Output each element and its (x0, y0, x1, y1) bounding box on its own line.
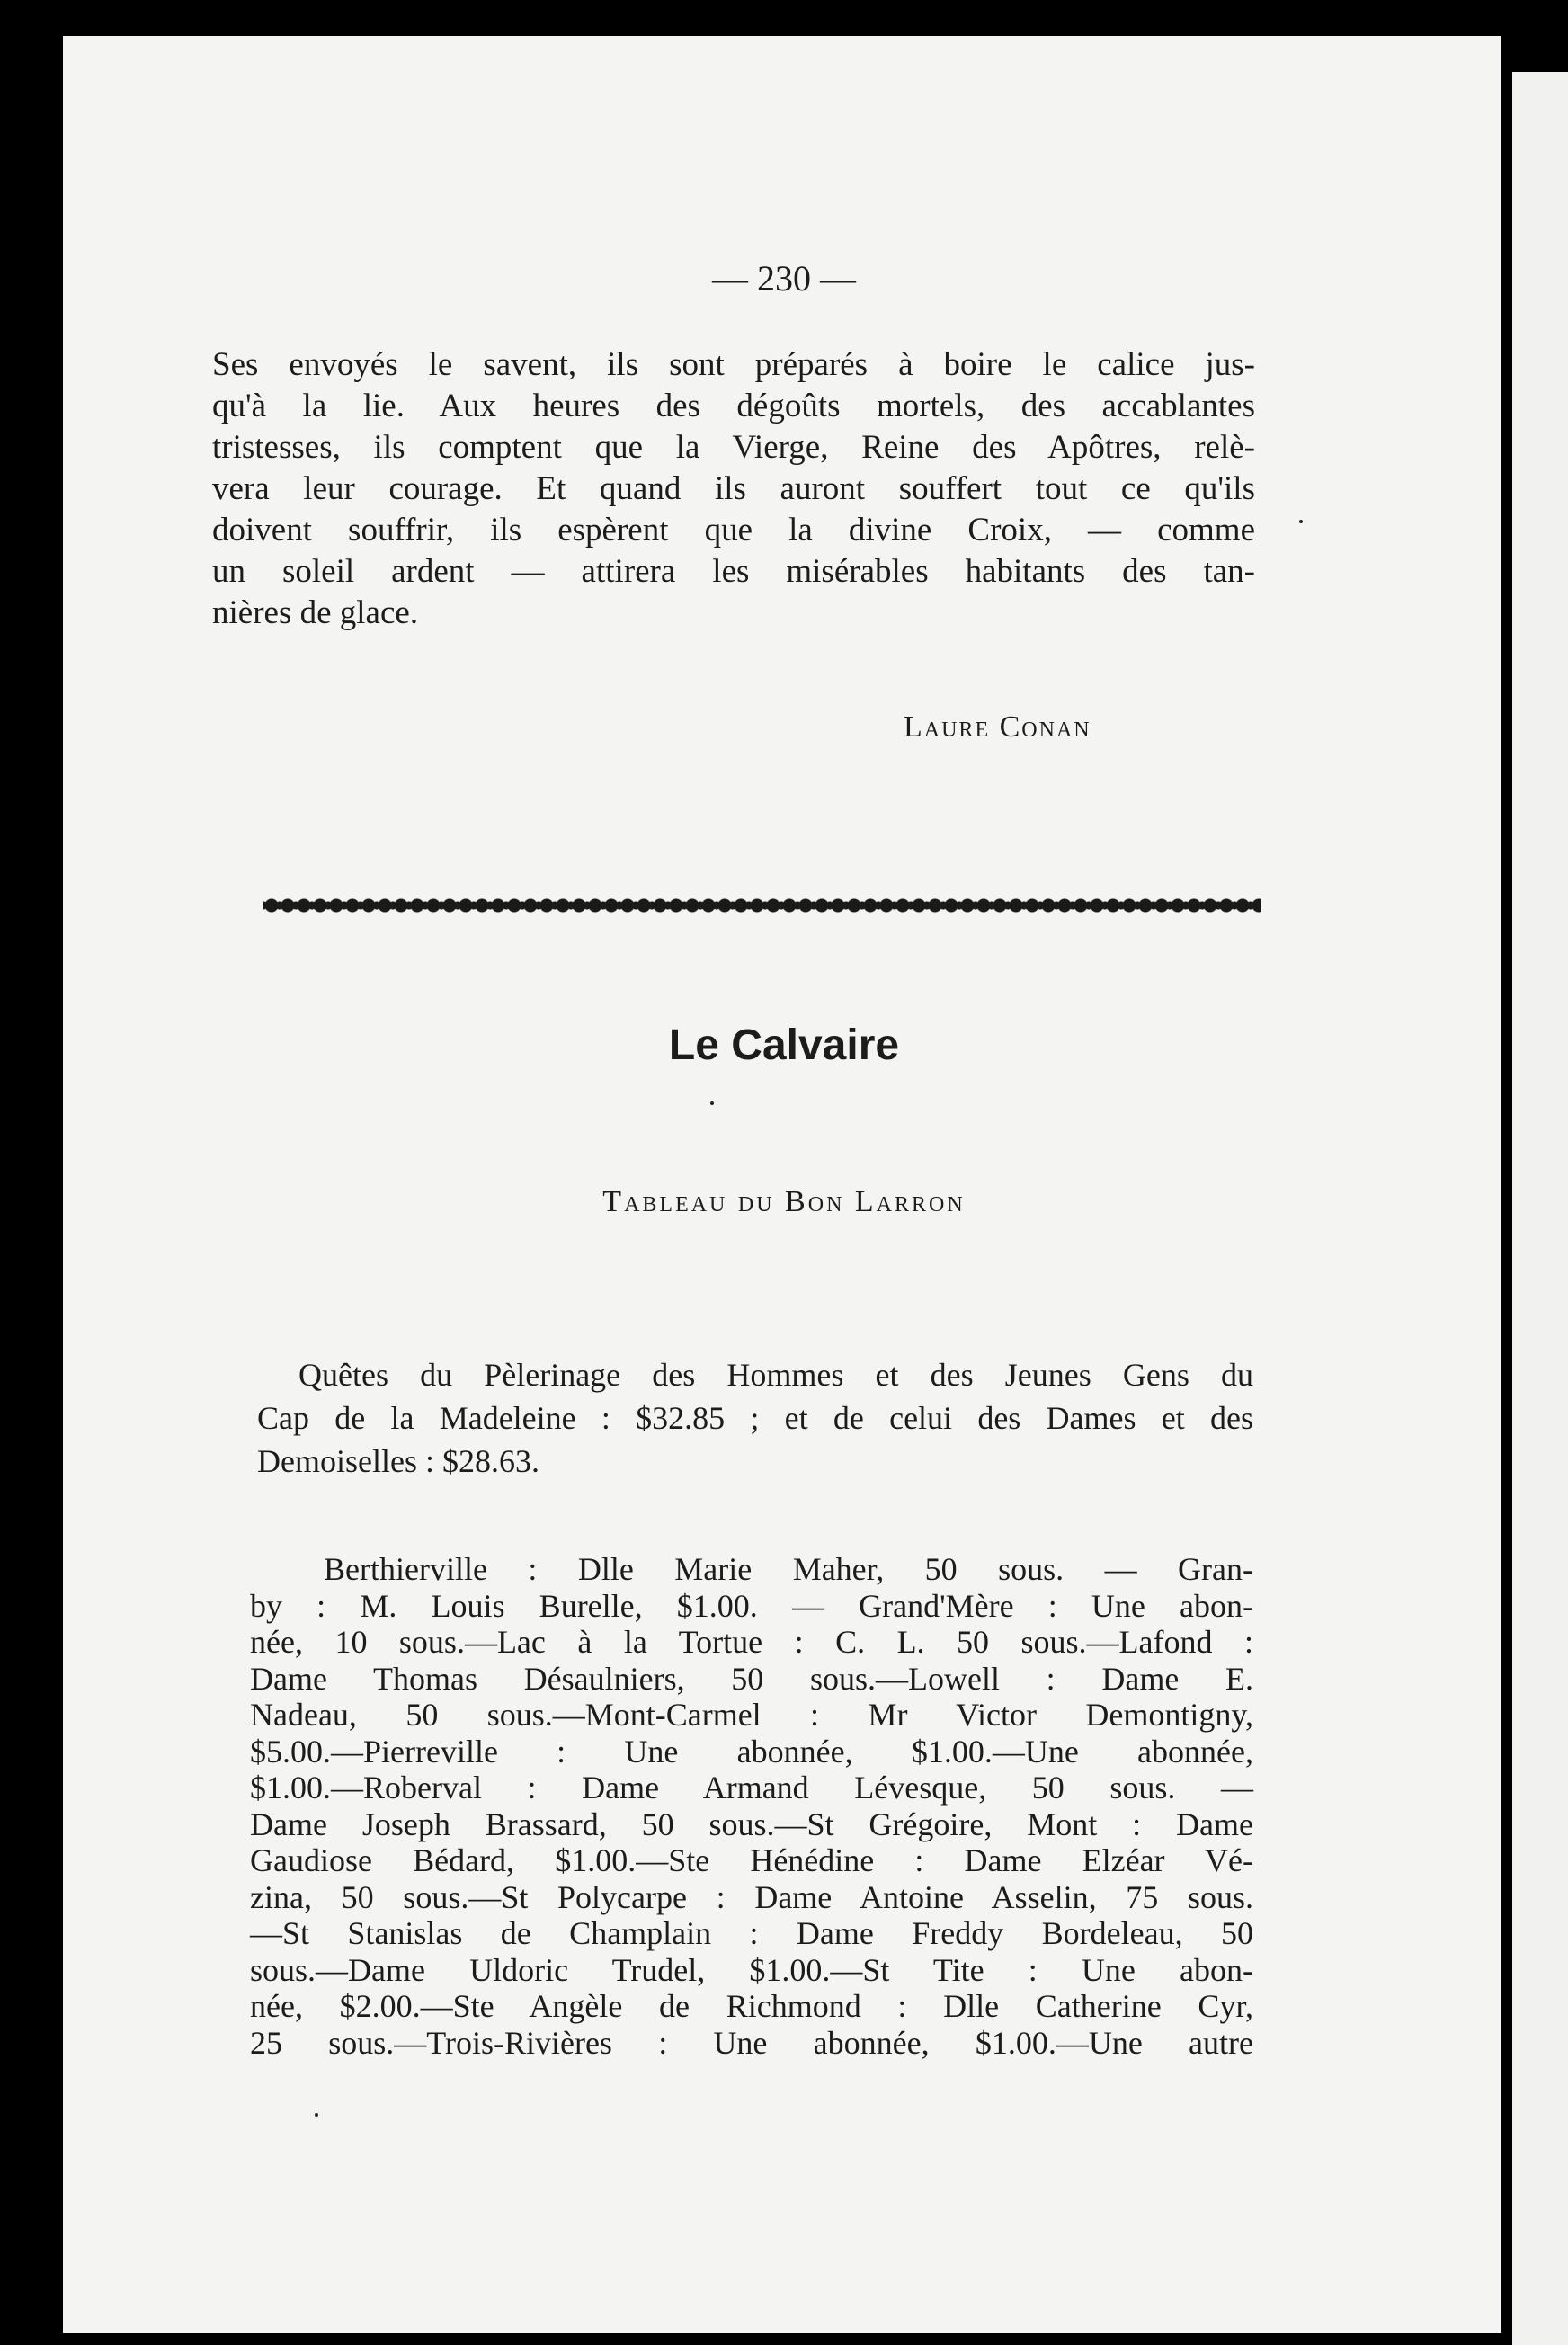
paragraph-line: doivent souffrir, ils espèrent que la divine Croix, — comme (212, 512, 1255, 548)
paragraph-line: Dame Thomas Désaulniers, 50 sous.—Lowell : Dame E. (250, 1660, 1253, 1697)
paragraph-line: née, 10 sous.—Lac à la Tortue : C. L. 50 sous.—Lafond : (250, 1624, 1253, 1660)
paragraph-line: Berthierville : Dlle Marie Maher, 50 sous. — Gran- (324, 1551, 1253, 1587)
paragraph-line: nières de glace. (212, 594, 419, 631)
paragraph-line: vera leur courage. Et quand ils auront souffert tout ce qu'ils (212, 470, 1255, 507)
paragraph-line: $1.00.—Roberval : Dame Armand Lévesque, 50 sous. — (250, 1770, 1253, 1806)
paragraph-line: Quêtes du Pèlerinage des Hommes et des Jeunes Gens du (298, 1357, 1253, 1393)
paragraph-line: Demoiselles : $28.63. (257, 1443, 539, 1479)
paragraph-line: $5.00.—Pierreville : Une abonnée, $1.00.—Une abonnée, (250, 1733, 1253, 1770)
paragraph-line: Gaudiose Bédard, $1.00.—Ste Hénédine : Dame Elzéar Vé- (250, 1842, 1253, 1878)
paragraph-line: —St Stanislas de Champlain : Dame Freddy Bordeleau, 50 (250, 1915, 1253, 1951)
paragraph-line: zina, 50 sous.—St Polycarpe : Dame Antoine Asselin, 75 sous. (250, 1878, 1253, 1915)
paragraph-line: sous.—Dame Uldoric Trudel, $1.00.—St Tite : Une abon- (250, 1951, 1253, 1988)
paragraph-line: tristesses, ils comptent que la Vierge, Reine des Apôtres, relè- (212, 429, 1255, 466)
intro-paragraph (257, 1353, 1253, 1483)
paragraph-line: Cap de la Madeleine : $32.85 ; et de celui des Dames et des (257, 1400, 1253, 1436)
paragraph-line: née, $2.00.—Ste Angèle de Richmond : Dlle Catherine Cyr, (250, 1988, 1253, 2024)
paragraph-line: Nadeau, 50 sous.—Mont-Carmel : Mr Victor Demontigny, (250, 1697, 1253, 1733)
paragraph-line: Ses envoyés le savent, ils sont préparés à boire le calice jus- (212, 346, 1255, 383)
page-number: — 230 — (712, 258, 856, 299)
paragraph-line: un soleil ardent — attirera les misérables habitants des tan- (212, 553, 1255, 590)
paragraph-line: Dame Joseph Brassard, 50 sous.—St Grégoire, Mont : Dame (250, 1806, 1253, 1842)
print-speck (710, 1101, 714, 1105)
print-speck (1299, 520, 1303, 523)
donations-paragraph (250, 1551, 1253, 2061)
paragraph-line: qu'à la lie. Aux heures des dégoûts mortels, des accablantes (212, 388, 1255, 424)
section-subtitle: Tableau du Bon Larron (602, 1185, 966, 1218)
author-signature: Laure Conan (904, 710, 1091, 744)
ornamental-divider (263, 890, 1261, 921)
paragraph-line: 25 sous.—Trois-Rivières : Une abonnée, $1.00.—Une autre (250, 2024, 1253, 2061)
top-paragraph (212, 344, 1255, 634)
print-speck (315, 2113, 318, 2117)
section-title: Le Calvaire (668, 1021, 900, 1069)
paragraph-line: by : M. Louis Burelle, $1.00. — Grand'Mère : Une abon- (250, 1587, 1253, 1624)
